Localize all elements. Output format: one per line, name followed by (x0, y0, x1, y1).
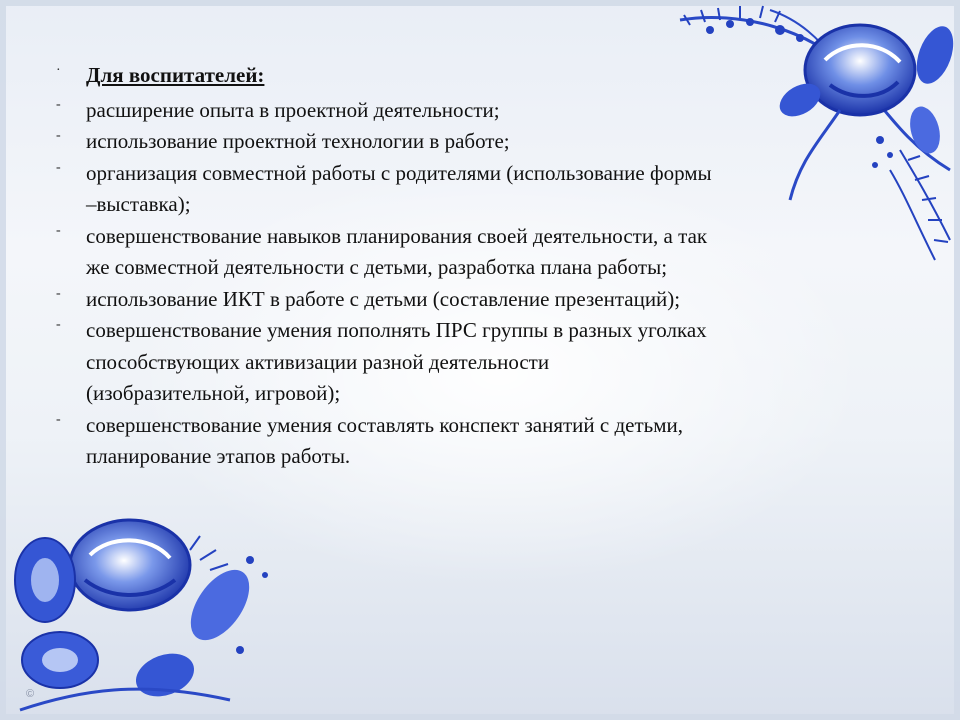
floral-ornament-bottom-left (0, 500, 300, 720)
dash-bullet: - (56, 285, 61, 301)
list-item (56, 410, 716, 473)
list-item-text: использование проектной технологии в работе; (86, 129, 510, 153)
list-heading: Для воспитателей: (86, 63, 265, 87)
list-item-text: расширение опыта в проектной деятельности; (86, 97, 500, 122)
list-item (56, 158, 716, 221)
dash-bullet: - (56, 159, 61, 175)
list-item-text: использование ИКТ в работе с детьми (составление презентаций); (86, 286, 681, 311)
heading-bullet: · (56, 63, 61, 78)
list-item (56, 95, 716, 127)
list-item (56, 221, 716, 284)
list-item-text: совершенствование навыков планирования своей деятельности, а так же совместной деятельности с детьми, разработка плана работы; (86, 223, 708, 279)
list-item (56, 284, 716, 316)
dash-bullet: - (56, 411, 61, 427)
slide-content (56, 60, 716, 473)
list-item (56, 315, 716, 410)
dash-bullet: - (56, 317, 61, 332)
dash-bullet: - (56, 222, 61, 238)
list-heading-row (56, 60, 716, 95)
dash-bullet: - (56, 128, 61, 143)
copyright-mark: © (26, 688, 35, 700)
list-item-text: совершенствование умения составлять конспект занятий с детьми, планирование этапов работы. (86, 412, 683, 468)
list-item (56, 126, 716, 158)
bullet-list (56, 95, 716, 473)
dash-bullet: - (56, 96, 61, 112)
list-item-text: совершенствование умения пополнять ПРС группы в разных уголках способствующих активизации разной деятельности (изобразительной, игровой); (86, 318, 707, 405)
list-item-text: организация совместной работы с родителями (использование формы –выставка); (86, 160, 712, 216)
